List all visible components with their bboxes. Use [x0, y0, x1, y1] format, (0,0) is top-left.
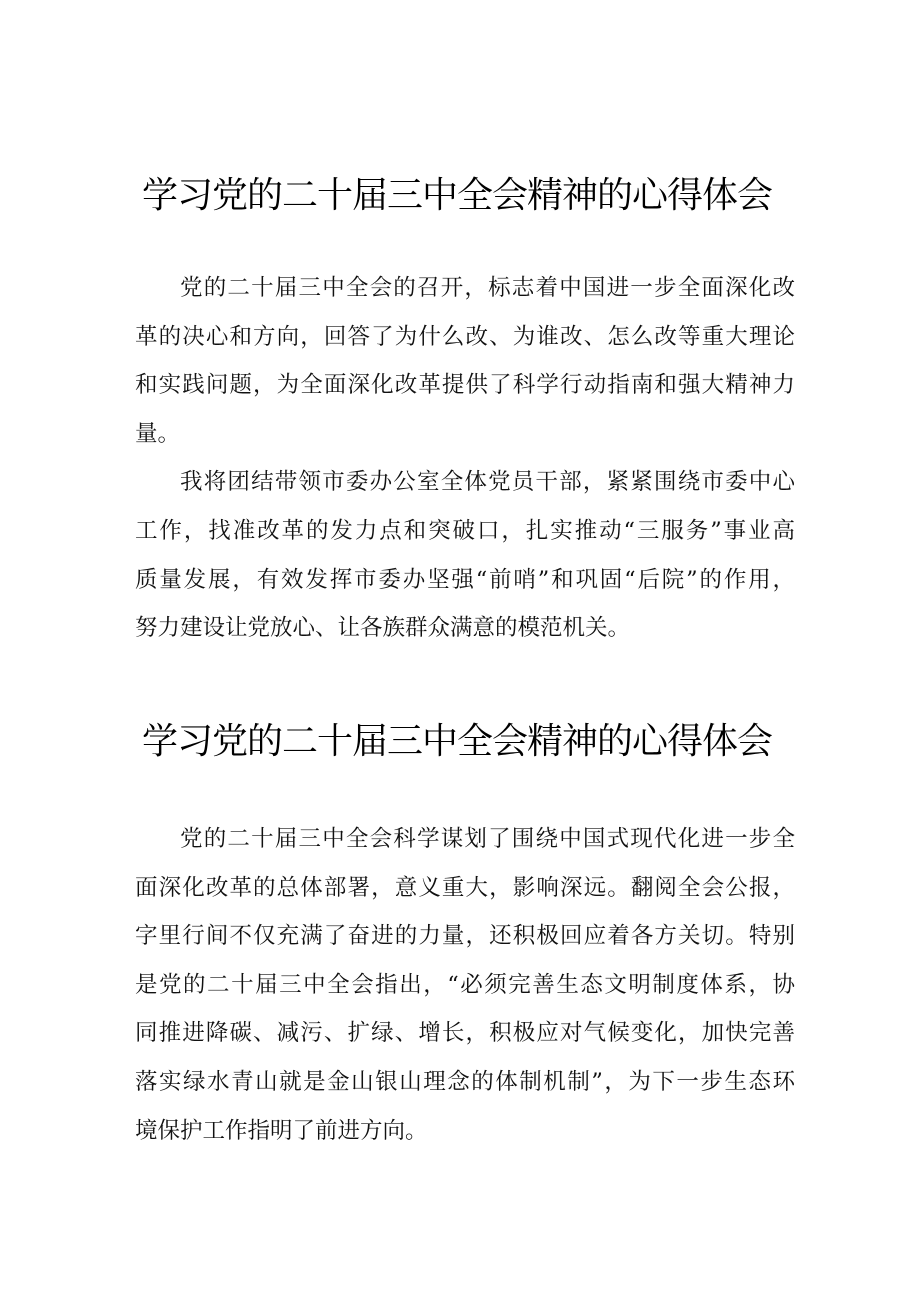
paragraph-line: 我将团结带领市委办公室全体党员干部，紧紧围绕市委中心 — [180, 469, 795, 496]
paragraph-line: 工作，找准改革的发力点和突破口，扎实推动“三服务”事业高 — [135, 517, 795, 544]
paragraph-line: 质量发展，有效发挥市委办坚强“前哨”和巩固“后院”的作用， — [135, 566, 795, 593]
paragraph-line: 落实绿水青山就是金山银山理念的体制机制”，为下一步生态环 — [135, 1068, 795, 1095]
section-1-body — [135, 264, 795, 653]
section-1-title: 学习党的二十届三中全会精神的心得体会 — [142, 175, 773, 216]
paragraph-line: 努力建设让党放心、让各族群众满意的模范机关。 — [135, 615, 631, 642]
section-2-body — [135, 815, 795, 1155]
paragraph-line: 字里行间不仅充满了奋进的力量，还积极回应着各方关切。特别 — [135, 923, 795, 950]
section-2-title: 学习党的二十届三中全会精神的心得体会 — [142, 721, 773, 762]
paragraph-line: 党的二十届三中全会科学谋划了围绕中国式现代化进一步全 — [180, 826, 795, 852]
paragraph-line: 境保护工作指明了前进方向。 — [135, 1117, 428, 1144]
paragraph-line: 量。 — [135, 420, 181, 447]
paragraph-line: 革的决心和方向，回答了为什么改、为谁改、怎么改等重大理论 — [135, 323, 795, 350]
paragraph-line: 同推进降碳、减污、扩绿、增长，积极应对气候变化，加快完善 — [135, 1020, 795, 1047]
paragraph-line: 和实践问题，为全面深化改革提供了科学行动指南和强大精神力 — [135, 372, 795, 399]
paragraph-line: 面深化改革的总体部署，意义重大，影响深远。翻阅全会公报， — [135, 874, 795, 901]
paragraph-line: 是党的二十届三中全会指出，“必须完善生态文明制度体系，协 — [135, 971, 795, 998]
paragraph-line: 党的二十届三中全会的召开，标志着中国进一步全面深化改 — [180, 275, 795, 301]
